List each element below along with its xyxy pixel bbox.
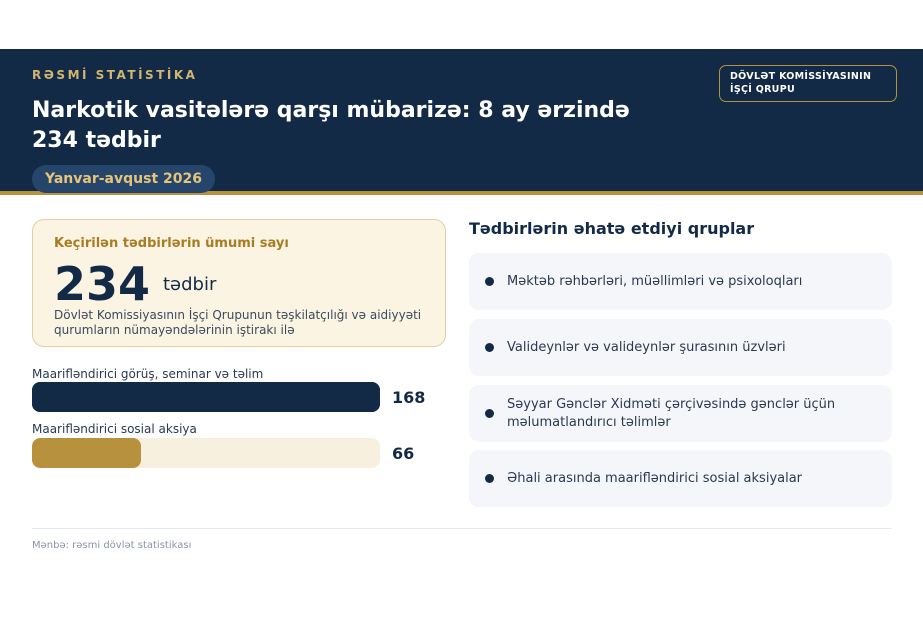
bar-value-seminars: 168 xyxy=(392,388,426,407)
total-note: Dövlət Komissiyasının İşçi Qrupunun təşkilatçılığı və aidiyyəti qurumların nümayəndələrinin iştirakı ilə xyxy=(54,308,422,337)
bullet-dot-icon xyxy=(485,277,494,286)
group-item xyxy=(469,385,892,442)
source-note: Mənbə: rəsmi dövlət statistikası xyxy=(32,540,192,551)
group-item-text: Səyyar Gənclər Xidməti çərçivəsində gənclər üçün məlumatlandırıcı təlimlər xyxy=(507,396,836,430)
group-item-text: Əhali arasında maarifləndirici sosial aksiyalar xyxy=(507,470,803,486)
eyebrow-label: RƏSMİ STATİSTİKA xyxy=(32,68,198,82)
total-value: 234 xyxy=(54,257,151,311)
bullet-dot-icon xyxy=(485,474,494,483)
header-banner xyxy=(0,49,923,195)
badge-line-2: İŞÇİ QRUPU xyxy=(730,84,795,95)
group-item-text: Valideynlər və valideynlər şurasının üzvləri xyxy=(507,339,786,355)
group-item xyxy=(469,253,892,310)
total-card xyxy=(32,219,446,347)
group-item xyxy=(469,450,892,507)
bullet-dot-icon xyxy=(485,343,494,352)
group-item xyxy=(469,319,892,376)
source-badge xyxy=(719,65,897,102)
total-unit: tədbir xyxy=(163,274,217,295)
footer-divider xyxy=(32,528,892,529)
bullet-dot-icon xyxy=(485,409,494,418)
bar-track-seminars xyxy=(32,382,380,412)
bar-track-actions xyxy=(32,438,380,468)
bar-seminars xyxy=(32,382,380,412)
bar-actions xyxy=(32,438,141,468)
group-item-text: Məktəb rəhbərləri, müəllimləri və psixoloqları xyxy=(507,273,803,289)
bar-value-actions: 66 xyxy=(392,444,415,463)
period-pill: Yanvar-avqust 2026 xyxy=(32,165,215,193)
bar-label-actions: Maarifləndirici sosial aksiya xyxy=(32,422,197,436)
page-title: Narkotik vasitələrə qarşı mübarizə: 8 ay ərzində 234 tədbir xyxy=(32,98,630,153)
bar-label-seminars: Maarifləndirici görüş, seminar və təlim xyxy=(32,367,264,381)
badge-line-1: DÖVLƏT KOMİSSİYASININ xyxy=(730,71,872,82)
total-label: Keçirilən tədbirlərin ümumi sayı xyxy=(54,236,289,251)
groups-heading: Tədbirlərin əhatə etdiyi qruplar xyxy=(469,219,755,238)
